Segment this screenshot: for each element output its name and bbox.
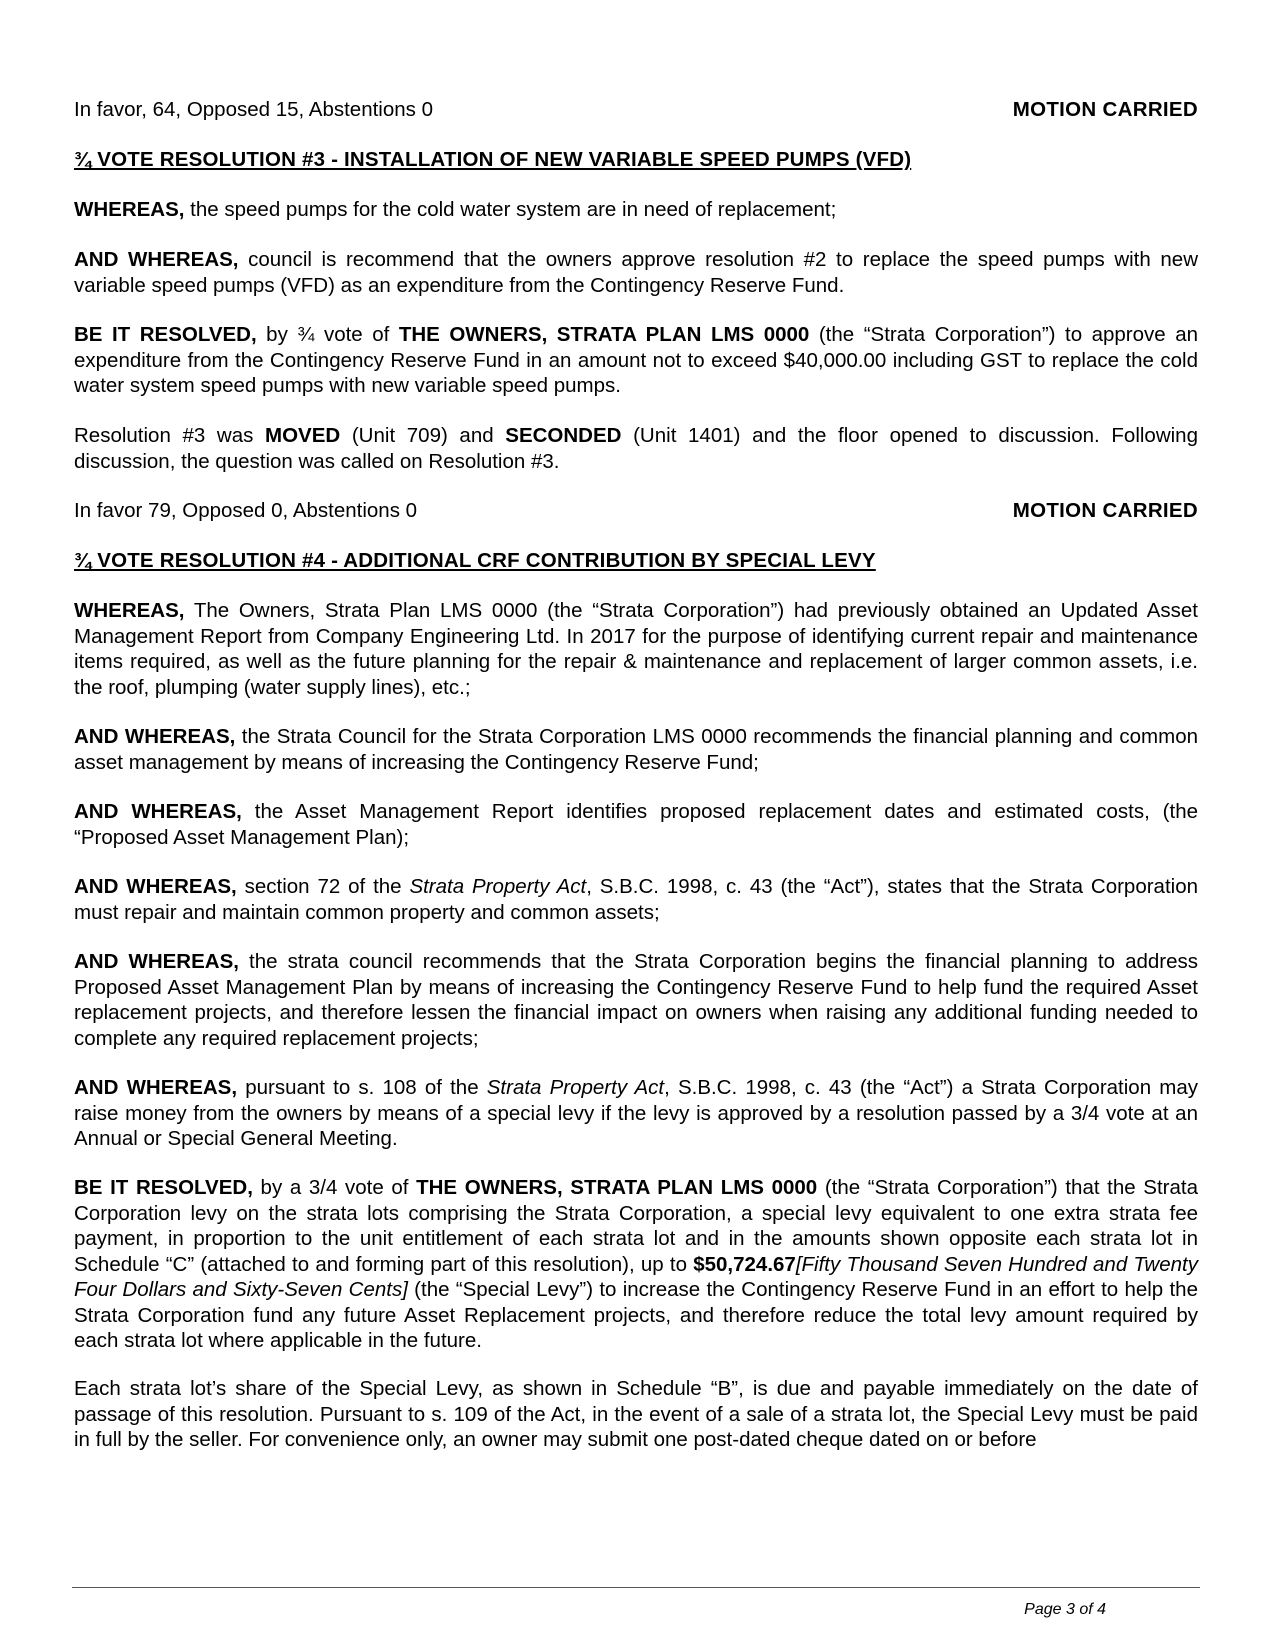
lead-term: WHEREAS, <box>74 599 185 622</box>
paragraph-text: Resolution #3 was <box>74 424 266 447</box>
footer-divider <box>72 1587 1200 1588</box>
paragraph-text: , S.B.C. 1998, c. 43 (the “Act”) a Strata Corporation may raise money from the owners by means of a special levy if the levy is approved by a resolution passed by a 3/4 vote at an Annual or Special General Meeting. <box>74 1076 1198 1150</box>
seconded-term: SECONDED <box>505 424 622 447</box>
paragraph-text: the Asset Management Report identifies proposed replacement dates and estimated costs, (the “Proposed Asset Management Plan); <box>74 800 1199 849</box>
motion-result: MOTION CARRIED <box>1012 499 1198 522</box>
resolution-4-payment-terms <box>74 1376 1198 1453</box>
paragraph-text: , S.B.C. 1998, c. 43 (the “Act”), states that the Strata Corporation must repair and maintain common property and common assets; <box>74 875 1199 924</box>
lead-term: AND WHEREAS, <box>74 875 237 898</box>
levy-amount: $50,724.67 <box>693 1252 796 1276</box>
resolution-4-heading: ¾ VOTE RESOLUTION #4 - ADDITIONAL CRF CONTRIBUTION BY SPECIAL LEVY <box>74 549 876 572</box>
vote-tally: In favor 79, Opposed 0, Abstentions 0 <box>74 499 418 522</box>
owners-name: THE OWNERS, STRATA PLAN LMS 0000 <box>398 323 810 346</box>
paragraph-text: Each strata lot’s share of the Special Levy, as shown in Schedule “B”, is due and payable immediately on the date of passage of this resolution. Pursuant to s. 109 of the Act, in the event of a sale of a strata lot, the Special Levy must be paid in full by the seller. For convenience only, an owner may submit one post-dated cheque dated on or before <box>74 1377 1198 1451</box>
lead-term: BE IT RESOLVED, <box>74 1176 253 1199</box>
vote-result-line <box>74 498 1198 524</box>
paragraph-text: council is recommend that the owners approve resolution #2 to replace the speed pumps with new variable speed pumps (VFD) as an expenditure from the Contingency Reserve Fund. <box>74 248 1198 297</box>
resolution-4-whereas <box>74 598 1198 700</box>
vote-tally: In favor, 64, Opposed 15, Abstentions 0 <box>74 98 434 121</box>
paragraph-text: (Unit 709) and <box>340 424 506 447</box>
lead-term: AND WHEREAS, <box>74 248 239 271</box>
resolution-3-heading: ¾ VOTE RESOLUTION #3 - INSTALLATION OF NEW VARIABLE SPEED PUMPS (VFD) <box>74 148 912 171</box>
paragraph-text: the Strata Council for the Strata Corporation LMS 0000 recommends the financial planning and common asset management by means of increasing the Contingency Reserve Fund; <box>74 725 1199 774</box>
paragraph-text: (the “Strata Corporation”) to approve an expenditure from the Contingency Reserve Fund in an amount not to exceed $40,000.00 including GST to replace the cold water system speed pumps with new variable speed pumps. <box>74 323 1199 397</box>
resolution-4-and-whereas-3 <box>74 874 1198 925</box>
resolution-4-and-whereas-1 <box>74 724 1198 775</box>
page-number: Page 3 of 4 <box>1024 1601 1106 1618</box>
levy-amount-words: [Fifty Thousand Seven Hundred and Twenty Four Dollars and Sixty-Seven Cents] <box>74 1252 1198 1301</box>
paragraph-text: The Owners, Strata Plan LMS 0000 (the “Strata Corporation”) had previously obtained an Updated Asset Management Report from Company Engineering Ltd. In 2017 for the purpose of identifying current repair and maintenance items required, as well as the future planning for the repair & maintenance and replacement of larger common assets, i.e. the roof, plumping (water supply lines), etc.; <box>74 599 1198 699</box>
paragraph-text: by ¾ vote of <box>256 323 399 346</box>
act-title: Strata Property Act <box>486 1076 665 1099</box>
lead-term: AND WHEREAS, <box>74 950 239 973</box>
owners-name: THE OWNERS, STRATA PLAN LMS 0000 <box>416 1176 818 1199</box>
paragraph-text: section 72 of the <box>236 875 410 898</box>
paragraph-text: (Unit 1401) and the floor opened to discussion. Following discussion, the question was called on Resolution #3. <box>74 424 1198 473</box>
paragraph-text: pursuant to s. 108 of the <box>237 1076 487 1099</box>
motion-result: MOTION CARRIED <box>1012 98 1198 121</box>
resolution-3-be-it-resolved <box>74 322 1198 399</box>
resolution-3-whereas <box>74 197 1198 223</box>
resolution-4-and-whereas-5 <box>74 1075 1198 1152</box>
paragraph-text: (the “Strata Corporation”) that the Strata Corporation levy on the strata lots comprising the Strata Corporation, a special levy equivalent to one extra strata fee payment, in proportion to the unit entitlement of each strata lot and in the amounts shown opposite each strata lot in Schedule “C” (attached to and forming part of this resolution), up to <box>74 1176 1199 1276</box>
act-title: Strata Property Act <box>409 875 587 898</box>
paragraph-text: (the “Special Levy”) to increase the Contingency Reserve Fund in an effort to help the Strata Corporation fund any future Asset Replacement projects, and therefore reduce the total levy amount required by each strata lot where applicable in the future. <box>74 1278 1198 1352</box>
lead-term: AND WHEREAS, <box>74 1076 238 1099</box>
lead-term: AND WHEREAS, <box>74 725 236 748</box>
moved-term: MOVED <box>265 424 341 447</box>
paragraph-text: by a 3/4 vote of <box>252 1176 417 1199</box>
resolution-3-and-whereas <box>74 247 1198 298</box>
vote-result-line <box>74 97 1198 123</box>
resolution-4-and-whereas-4 <box>74 949 1198 1051</box>
paragraph-text: the strata council recommends that the Strata Corporation begins the financial planning to address Proposed Asset Management Plan by means of increasing the Contingency Reserve Fund to help fund the required Asset replacement projects, and therefore lessen the financial impact on owners when raising any additional funding needed to complete any required replacement projects; <box>74 950 1198 1050</box>
resolution-4-be-it-resolved <box>74 1175 1198 1354</box>
lead-term: BE IT RESOLVED, <box>74 323 257 346</box>
resolution-4-and-whereas-2 <box>74 799 1198 850</box>
lead-term: AND WHEREAS, <box>74 800 242 823</box>
resolution-3-moved-seconded <box>74 423 1198 474</box>
paragraph-text: the speed pumps for the cold water system are in need of replacement; <box>184 198 837 221</box>
lead-term: WHEREAS, <box>74 198 185 221</box>
